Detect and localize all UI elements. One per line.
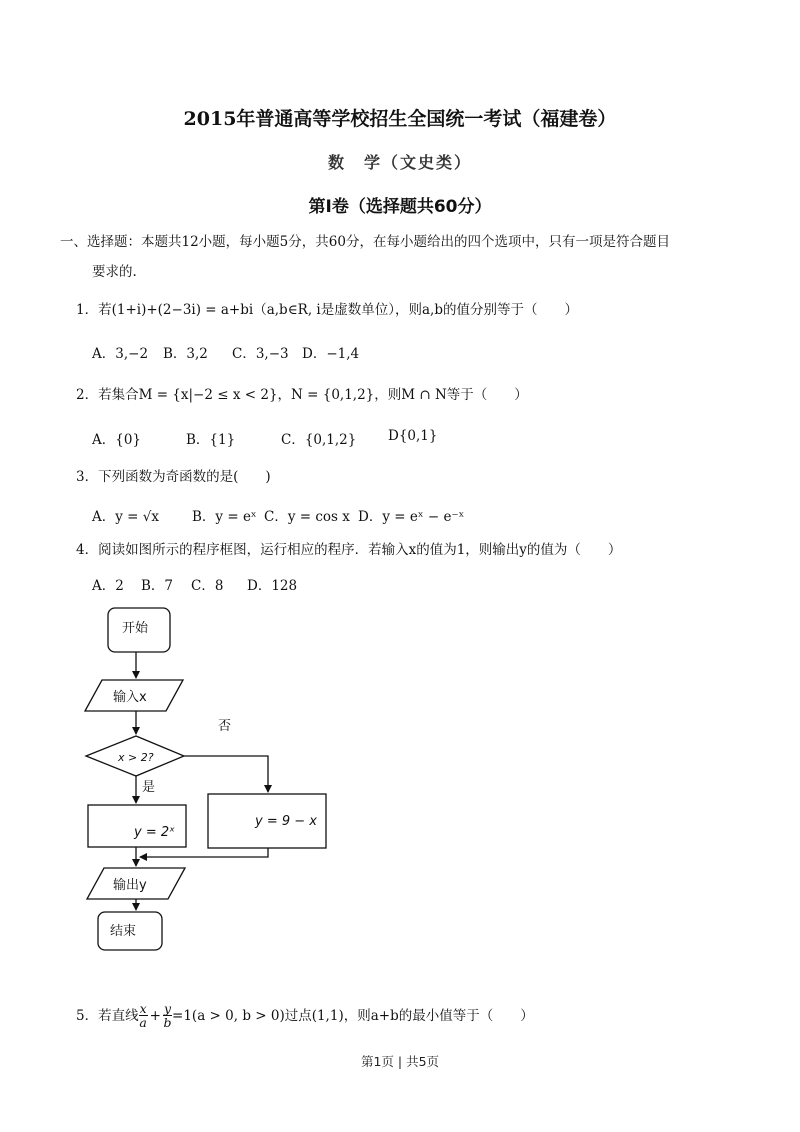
flowchart-yes-label: 是 [142, 780, 156, 795]
section-title: 第I卷（选择题共60分） [308, 197, 492, 217]
flowchart-no-line [184, 756, 268, 792]
q1-option-a: A．3,−2 [92, 346, 149, 362]
q5-fraction-y-over-b [163, 1002, 172, 1029]
flowchart-yes-box-label: y = 2ˣ [134, 825, 175, 840]
q2-option-b: B．{1} [186, 432, 236, 448]
flowchart-input-label: 输入x [113, 690, 147, 705]
q3-option-c: C．y = cos x [264, 509, 350, 525]
q3-option-d: D．y = eˣ − e⁻ˣ [358, 509, 465, 525]
flowchart-no-box-label: y = 9 − x [255, 814, 317, 829]
q4-option-b: B．7 [141, 578, 174, 594]
instructions-line1: 一、选择题：本题共12小题，每小题5分，共60分，在每小题给出的四个选项中，只有一项是符合题目 [60, 234, 670, 250]
q1-option-d: D．−1,4 [302, 346, 360, 362]
flowchart-start-label: 开始 [122, 621, 149, 636]
q1-option-c: C．3,−3 [232, 346, 289, 362]
question-1-stem: 1．若(1+i)+(2−3i) = a+bi（a,b∈R, i是虚数单位），则a,b的值分别等于（ ） [76, 302, 578, 318]
q5-rest: =1(a > 0, b > 0)过点(1,1)，则a+b的最小值等于（ ） [172, 1007, 534, 1024]
flowchart-merge-line [140, 848, 268, 857]
question-2-stem: 2．若集合M = {x|−2 ≤ x < 2}，N = {0,1,2}，则M ∩ N等于（ ） [76, 387, 528, 403]
q5-frac1-den: a [139, 1015, 147, 1030]
q3-option-a: A．y = √x [92, 509, 159, 525]
flowchart-end-label: 结束 [110, 924, 137, 939]
q2-option-d: D{0,1} [388, 428, 438, 444]
q5-plus: + [149, 1007, 161, 1024]
q5-fraction-x-over-a [139, 1002, 148, 1029]
flowchart-output-label: 输出y [113, 878, 147, 893]
q5-frac2-num: y [163, 1001, 172, 1016]
q4-option-c: C．8 [191, 578, 224, 594]
question-5-stem [76, 1002, 534, 1029]
instructions-line2: 要求的. [92, 264, 137, 280]
q4-option-d: D．128 [247, 578, 298, 594]
exam-title: 2015年普通高等学校招生全国统一考试（福建卷） [183, 108, 617, 130]
question-4-stem: 4．阅读如图所示的程序框图，运行相应的程序．若输入x的值为1，则输出y的值为（ ） [76, 542, 622, 558]
question-3-stem: 3．下列函数为奇函数的是( ) [76, 469, 271, 485]
q5-frac1-num: x [139, 1001, 147, 1016]
exam-subtitle: 数 学（文史类） [327, 153, 472, 172]
flowchart-no-label: 否 [218, 719, 232, 734]
flowchart-condition-label: x > 2? [118, 751, 154, 764]
q1-option-b: B．3,2 [163, 346, 208, 362]
q2-option-a: A．{0} [92, 432, 142, 448]
q2-option-c: C．{0,1,2} [281, 432, 357, 448]
q3-option-b: B．y = eˣ [192, 509, 257, 525]
q5-prefix: 5．若直线 [76, 1007, 139, 1024]
q5-frac2-den: b [163, 1015, 172, 1030]
page-footer: 第1页 | 共5页 [360, 1054, 440, 1069]
q4-option-a: A．2 [92, 578, 124, 594]
